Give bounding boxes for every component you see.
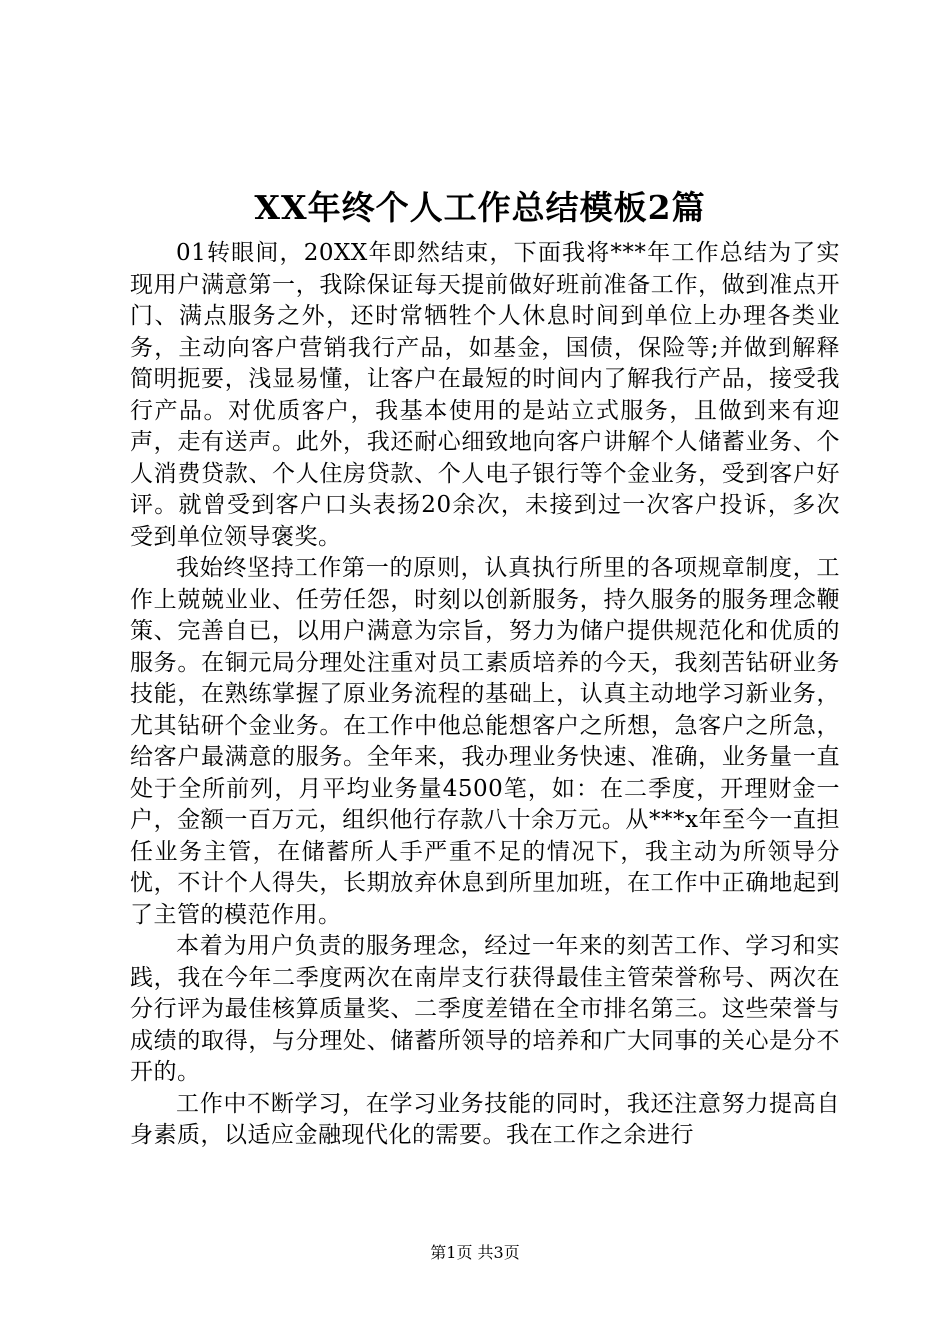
paragraph-4: 工作中不断学习，在学习业务技能的同时，我还注意努力提高自身素质，以适应金融现代化的需要。我在工作之余进行 [130,1090,840,1148]
paragraph-2: 我始终坚持工作第一的原则，认真执行所里的各项规章制度，工作上兢兢业业、任劳任怨，时刻以创新服务，持久服务的服务理念鞭策、完善自已，以用户满意为宗旨，努力为储户提供规范化和优质的服务。在铜元局分理处注重对员工素质培养的今天，我刻苦钻研业务技能，在熟练掌握了原业务流程的基础上，认真主动地学习新业务，尤其钻研个金业务。在工作中他总能想客户之所想，急客户之所急，给客户最满意的服务。全年来，我办理业务快速、准确，业务量一直处于全所前列，月平均业务量4500笔，如：在二季度，开理财金一户，金额一百万元，组织他行存款八十余万元。从***x年至今一直担任业务主管，在储蓄所人手严重不足的情况下，我主动为所领导分忧，不计个人得失，长期放弃休息到所里加班，在工作中正确地起到了主管的模范作用。 [130,555,840,928]
document-body [130,238,840,1152]
paragraph-3: 本着为用户负责的服务理念，经过一年来的刻苦工作、学习和实践，我在今年二季度两次在南岸支行获得最佳主管荣誉称号、两次在分行评为最佳核算质量奖、二季度差错在全市排名第三。这些荣誉与成绩的取得，与分理处、储蓄所领导的培养和广大同事的关心是分不开的。 [130,933,840,1085]
paragraph-1: 01转眼间，20XX年即然结束，下面我将***年工作总结为了实现用户满意第一，我除保证每天提前做好班前准备工作，做到准点开门、满点服务之外，还时常牺牲个人休息时间到单位上办理各类业务，主动向客户营销我行产品，如基金，国债，保险等;并做到解释简明扼要，浅显易懂，让客户在最短的时间内了解我行产品，接受我行产品。对优质客户，我基本使用的是站立式服务，且做到来有迎声，走有送声。此外，我还耐心细致地向客户讲解个人储蓄业务、个人消费贷款、个人住房贷款、个人电子银行等个金业务，受到客户好评。就曾受到客户口头表扬20余次，未接到过一次客户投诉，多次受到单位领导褒奖。 [130,240,840,550]
document-title: XX年终个人工作总结模板2篇 [254,188,706,227]
page-number-footer: 第1页 共3页 [430,1243,520,1262]
